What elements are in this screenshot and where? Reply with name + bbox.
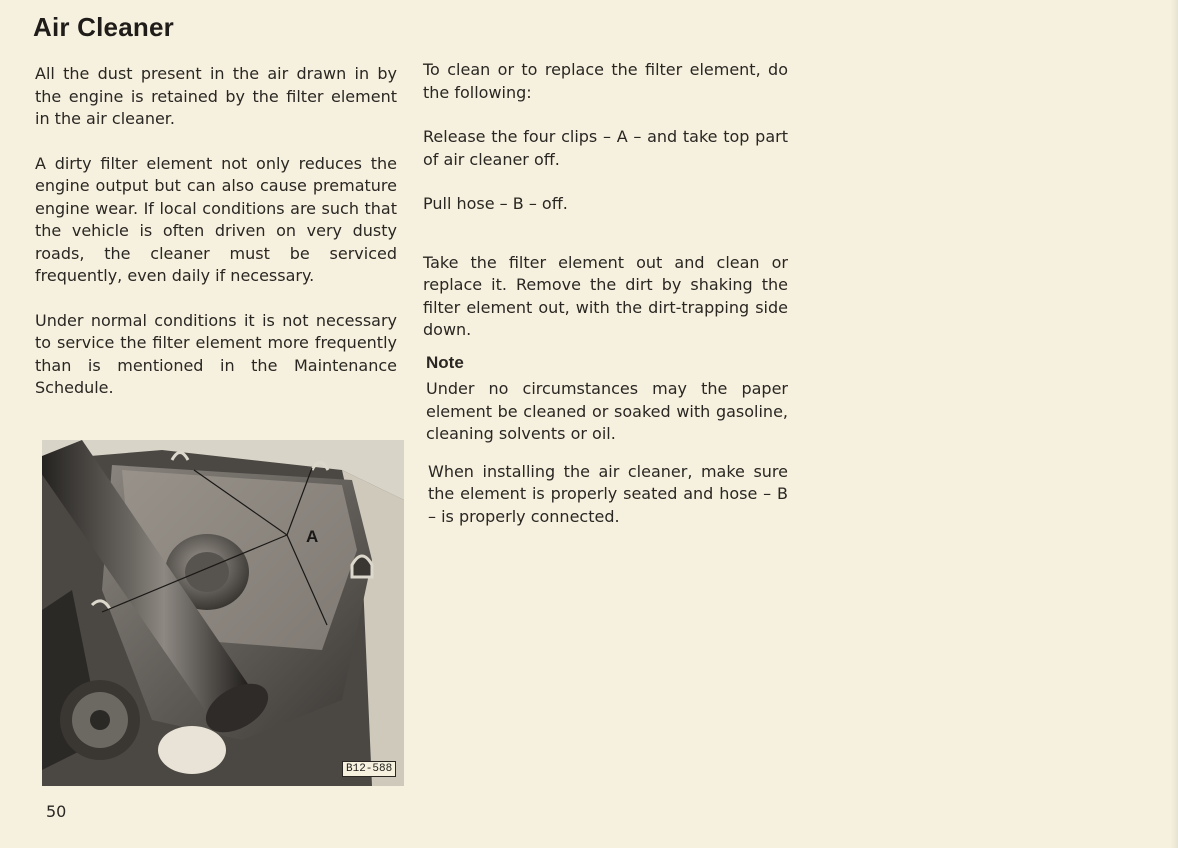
callout-label-a: A xyxy=(306,527,319,546)
paragraph-normal-conditions: Under normal conditions it is not necessary to service the filter element more frequently than is mentioned in the Maintenance Schedule. xyxy=(35,310,397,397)
engine-air-cleaner-photo xyxy=(42,440,404,786)
paragraph-installing: When installing the air cleaner, make sure the element is properly seated and hose – B – is properly connected. xyxy=(428,461,788,526)
paragraph-step-pull-hose: Pull hose – B – off. xyxy=(423,194,568,213)
page-edge-shadow xyxy=(1170,0,1178,848)
paragraph-dust: All the dust present in the air drawn in by the engine is retained by the filter element in the air cleaner. xyxy=(35,64,397,128)
page-title: Air Cleaner xyxy=(33,12,174,42)
paragraph-step-release-clips: Release the four clips – A – and take top part of air cleaner off. xyxy=(423,127,788,169)
figure-code: B12-588 xyxy=(342,761,396,777)
paragraph-note: Under no circumstances may the paper element be cleaned or soaked with gasoline, cleaning solvents or oil. xyxy=(426,379,788,443)
note-heading: Note xyxy=(426,352,464,372)
page-number: 50 xyxy=(46,802,67,821)
paragraph-step-clean-element: Take the filter element out and clean or replace it. Remove the dirt by shaking the filter element out, with the dirt-trapping side down. xyxy=(423,252,788,339)
air-cleaner-illustration xyxy=(42,440,404,786)
right-column xyxy=(423,59,788,528)
left-column xyxy=(35,63,397,400)
paragraph-dirty-filter: A dirty filter element not only reduces the engine output but can also cause premature engine wear. If local conditions are such that the vehicle is often driven on very dusty roads, the cleaner must be serviced frequently, even daily if necessary. xyxy=(35,153,397,285)
paragraph-intro: To clean or to replace the filter element, do the following: xyxy=(423,60,788,102)
